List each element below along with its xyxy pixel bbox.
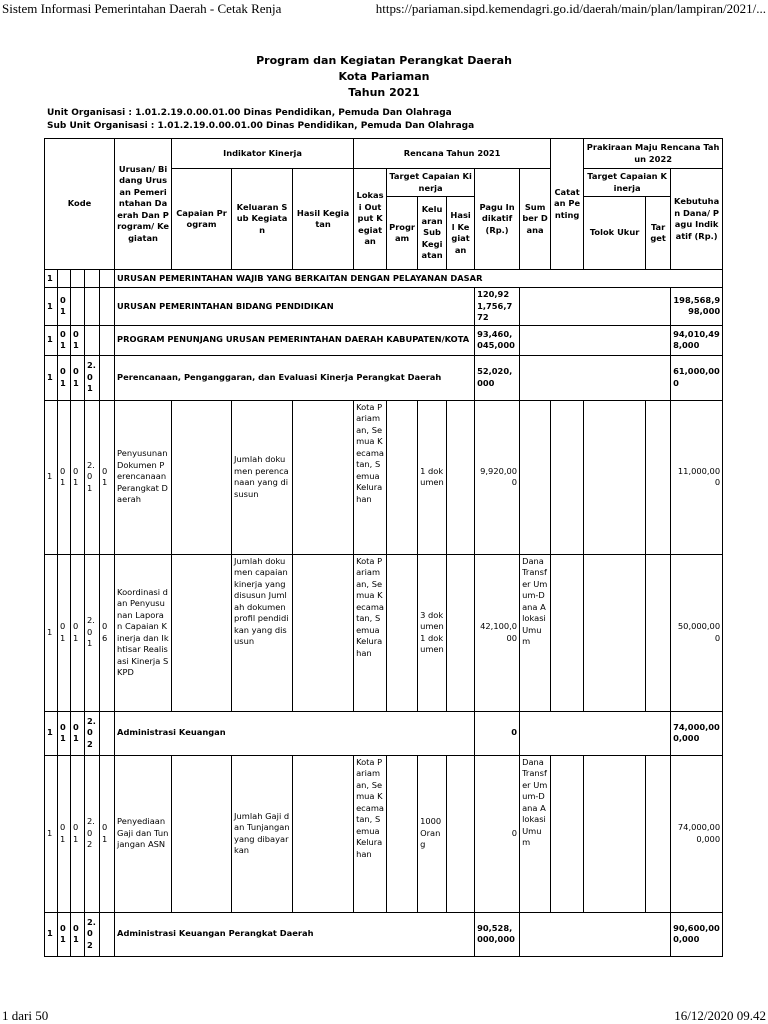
target-hasil xyxy=(447,554,475,711)
sub-unit-organisasi: Sub Unit Organisasi : 1.01.2.19.0.00.01.00 Dinas Pendidikan, Pemuda Dan Olahraga xyxy=(47,121,475,131)
pagu-value: 0 xyxy=(475,755,520,912)
header-catatan: Catatan Penting xyxy=(551,139,584,270)
kode-2 xyxy=(58,270,71,288)
catatan-penting xyxy=(551,554,584,711)
kode-1: 1 xyxy=(45,400,58,554)
kode-2: 01 xyxy=(58,755,71,912)
pagu-value: 93,460,045,000 xyxy=(475,325,520,355)
unit-organisasi: Unit Organisasi : 1.01.2.19.0.00.01.00 Dinas Pendidikan, Pemuda Dan Olahraga xyxy=(47,108,452,118)
kode-3: 01 xyxy=(71,554,85,711)
row-name: Administrasi Keuangan xyxy=(115,711,475,755)
kode-3: 01 xyxy=(71,400,85,554)
target-program xyxy=(387,755,418,912)
kode-3: 01 xyxy=(71,755,85,912)
hasil-kegiatan xyxy=(293,554,354,711)
document-heading xyxy=(0,53,768,101)
kode-2: 01 xyxy=(58,912,71,956)
browser-page-title: Sistem Informasi Pemerintahan Daerah - Cetak Renja xyxy=(2,1,282,16)
target-hasil xyxy=(447,400,475,554)
sumber-dana: Dana Transfer Umum-Dana Alokasi Umum xyxy=(520,755,551,912)
kebutuhan-value: 11,000,000 xyxy=(671,400,723,554)
lokasi-output: Kota Pariaman, Semua Kecamatan, Semua Kelurahan xyxy=(354,400,387,554)
row-spacer xyxy=(520,288,671,326)
row-name: Administrasi Keuangan Perangkat Daerah xyxy=(115,912,475,956)
kode-4 xyxy=(85,270,100,288)
kode-1: 1 xyxy=(45,912,58,956)
doc-title: Program dan Kegiatan Perangkat Daerah xyxy=(256,54,512,67)
kode-5: 01 xyxy=(100,755,115,912)
kebutuhan-value: 94,010,498,000 xyxy=(671,325,723,355)
header-lokasi: Lokasi Output Kegiatan xyxy=(354,169,387,270)
kode-1: 1 xyxy=(45,355,58,400)
kode-2: 01 xyxy=(58,288,71,326)
kode-3: 01 xyxy=(71,355,85,400)
table-row xyxy=(45,400,723,554)
table-row xyxy=(45,288,723,326)
kode-5 xyxy=(100,912,115,956)
header-prakiraan: Prakiraan Maju Rencana Tahun 2022 xyxy=(584,139,723,169)
kode-2: 01 xyxy=(58,711,71,755)
header-sumber: Sumber Dana xyxy=(520,169,551,270)
kode-4: 2.02 xyxy=(85,912,100,956)
target-program xyxy=(387,400,418,554)
header-hasil: Hasil Kegiatan xyxy=(293,169,354,270)
page-indicator: 1 dari 50 xyxy=(2,1008,49,1023)
catatan-penting xyxy=(551,755,584,912)
table-row xyxy=(45,554,723,711)
renja-table xyxy=(44,138,723,957)
lokasi-output: Kota Pariaman, Semua Kecamatan, Semua Kelurahan xyxy=(354,554,387,711)
kode-4: 2.01 xyxy=(85,355,100,400)
target-keluaran: 3 dokumen 1 dokumen xyxy=(418,554,447,711)
keluaran-sub-kegiatan: Jumlah dokumen perencanaan yang disusun xyxy=(232,400,293,554)
row-spacer xyxy=(520,325,671,355)
kebutuhan-value: 90,600,000,000 xyxy=(671,912,723,956)
kode-1: 1 xyxy=(45,554,58,711)
capaian-program xyxy=(172,554,232,711)
row-name: Perencanaan, Penganggaran, dan Evaluasi Kinerja Perangkat Daerah xyxy=(115,355,475,400)
table-row xyxy=(45,325,723,355)
lokasi-output: Kota Pariaman, Semua Kecamatan, Semua Kelurahan xyxy=(354,755,387,912)
kode-5: 06 xyxy=(100,554,115,711)
row-spacer xyxy=(520,355,671,400)
kode-1: 1 xyxy=(45,270,58,288)
pagu-value: 9,920,000 xyxy=(475,400,520,554)
header-indikator: Indikator Kinerja xyxy=(172,139,354,169)
row-name: URUSAN PEMERINTAHAN BIDANG PENDIDIKAN xyxy=(115,288,475,326)
kode-2: 01 xyxy=(58,400,71,554)
row-name: Penyediaan Gaji dan Tunjangan ASN xyxy=(115,755,172,912)
target-2022 xyxy=(646,755,671,912)
tolok-ukur xyxy=(584,400,646,554)
kode-2: 01 xyxy=(58,325,71,355)
kebutuhan-value: 50,000,000 xyxy=(671,554,723,711)
tolok-ukur xyxy=(584,755,646,912)
kode-1: 1 xyxy=(45,288,58,326)
pagu-value: 52,020,000 xyxy=(475,355,520,400)
keluaran-sub-kegiatan: Jumlah Gaji dan Tunjangan yang dibayarkan xyxy=(232,755,293,912)
table-row xyxy=(45,355,723,400)
kode-5 xyxy=(100,711,115,755)
target-2022 xyxy=(646,400,671,554)
target-2022 xyxy=(646,554,671,711)
kode-2: 01 xyxy=(58,554,71,711)
kode-4: 2.02 xyxy=(85,711,100,755)
doc-city: Kota Pariaman xyxy=(338,70,430,83)
header-tolok-ukur: Tolok Ukur xyxy=(584,197,646,270)
print-datetime: 16/12/2020 09.42 xyxy=(674,1008,766,1023)
header-urusan: Urusan/ Bidang Urusan Pemerintahan Daerah Dan Program/ Kegiatan xyxy=(115,139,172,270)
target-program xyxy=(387,554,418,711)
hasil-kegiatan xyxy=(293,400,354,554)
kode-4 xyxy=(85,288,100,326)
sumber-dana: Dana Transfer Umum-Dana Alokasi Umum xyxy=(520,554,551,711)
header-kebutuhan: Kebutuhan Dana/ Pagu Indikatif (Rp.) xyxy=(671,169,723,270)
row-name: Penyusunan Dokumen Perencanaan Perangkat Daerah xyxy=(115,400,172,554)
table-row xyxy=(45,711,723,755)
kode-5 xyxy=(100,325,115,355)
table-row xyxy=(45,755,723,912)
target-keluaran: 1000 Orang xyxy=(418,755,447,912)
pagu-value: 120,921,756,772 xyxy=(475,288,520,326)
target-keluaran: 1 dokumen xyxy=(418,400,447,554)
row-name: Koordinasi dan Penyusunan Laporan Capaian Kinerja dan Ikhtisar Realisasi Kinerja SKPD xyxy=(115,554,172,711)
kode-1: 1 xyxy=(45,325,58,355)
header-rencana: Rencana Tahun 2021 xyxy=(354,139,551,169)
kode-4: 2.01 xyxy=(85,400,100,554)
kode-3 xyxy=(71,270,85,288)
kode-4: 2.01 xyxy=(85,554,100,711)
catatan-penting xyxy=(551,400,584,554)
kode-5: 01 xyxy=(100,400,115,554)
kebutuhan-value: 74,000,000,000 xyxy=(671,755,723,912)
target-hasil xyxy=(447,755,475,912)
kode-5 xyxy=(100,288,115,326)
keluaran-sub-kegiatan: Jumlah dokumen capaian kinerja yang disusun Jumlah dokumen profil pendidikan yang disusun xyxy=(232,554,293,711)
kode-5 xyxy=(100,355,115,400)
kode-2: 01 xyxy=(58,355,71,400)
header-target-program: Program xyxy=(387,197,418,270)
doc-year: Tahun 2021 xyxy=(348,86,420,99)
browser-url[interactable]: https://pariaman.sipd.kemendagri.go.id/daerah/main/plan/lampiran/2021/... xyxy=(375,1,766,16)
kode-1: 1 xyxy=(45,755,58,912)
kode-4: 2.02 xyxy=(85,755,100,912)
kebutuhan-value: 74,000,000,000 xyxy=(671,711,723,755)
pagu-value: 90,528,000,000 xyxy=(475,912,520,956)
header-capaian: Capaian Program xyxy=(172,169,232,270)
row-spacer xyxy=(520,912,671,956)
row-name: URUSAN PEMERINTAHAN WAJIB YANG BERKAITAN DENGAN PELAYANAN DASAR xyxy=(115,270,723,288)
header-target-keluaran: Keluaran Sub Kegiatan xyxy=(418,197,447,270)
kode-3: 01 xyxy=(71,711,85,755)
tolok-ukur xyxy=(584,554,646,711)
kode-5 xyxy=(100,270,115,288)
header-target-hasil: Hasil Kegiatan xyxy=(447,197,475,270)
kebutuhan-value: 61,000,000 xyxy=(671,355,723,400)
row-spacer xyxy=(520,711,671,755)
kode-3: 01 xyxy=(71,325,85,355)
table-row xyxy=(45,912,723,956)
table-row xyxy=(45,270,723,288)
capaian-program xyxy=(172,755,232,912)
hasil-kegiatan xyxy=(293,755,354,912)
kode-3: 01 xyxy=(71,912,85,956)
header-kode: Kode xyxy=(45,139,115,270)
pagu-value: 42,100,000 xyxy=(475,554,520,711)
row-name: PROGRAM PENUNJANG URUSAN PEMERINTAHAN DAERAH KABUPATEN/KOTA xyxy=(115,325,475,355)
header-target: Target Capaian Kinerja xyxy=(387,169,475,197)
capaian-program xyxy=(172,400,232,554)
kode-3 xyxy=(71,288,85,326)
header-target-value: Target xyxy=(646,197,671,270)
header-target-2022: Target Capaian Kinerja xyxy=(584,169,671,197)
kode-4 xyxy=(85,325,100,355)
header-keluaran: Keluaran Sub Kegiatan xyxy=(232,169,293,270)
header-pagu: Pagu Indikatif (Rp.) xyxy=(475,169,520,270)
pagu-value: 0 xyxy=(475,711,520,755)
kebutuhan-value: 198,568,998,000 xyxy=(671,288,723,326)
sumber-dana xyxy=(520,400,551,554)
kode-1: 1 xyxy=(45,711,58,755)
